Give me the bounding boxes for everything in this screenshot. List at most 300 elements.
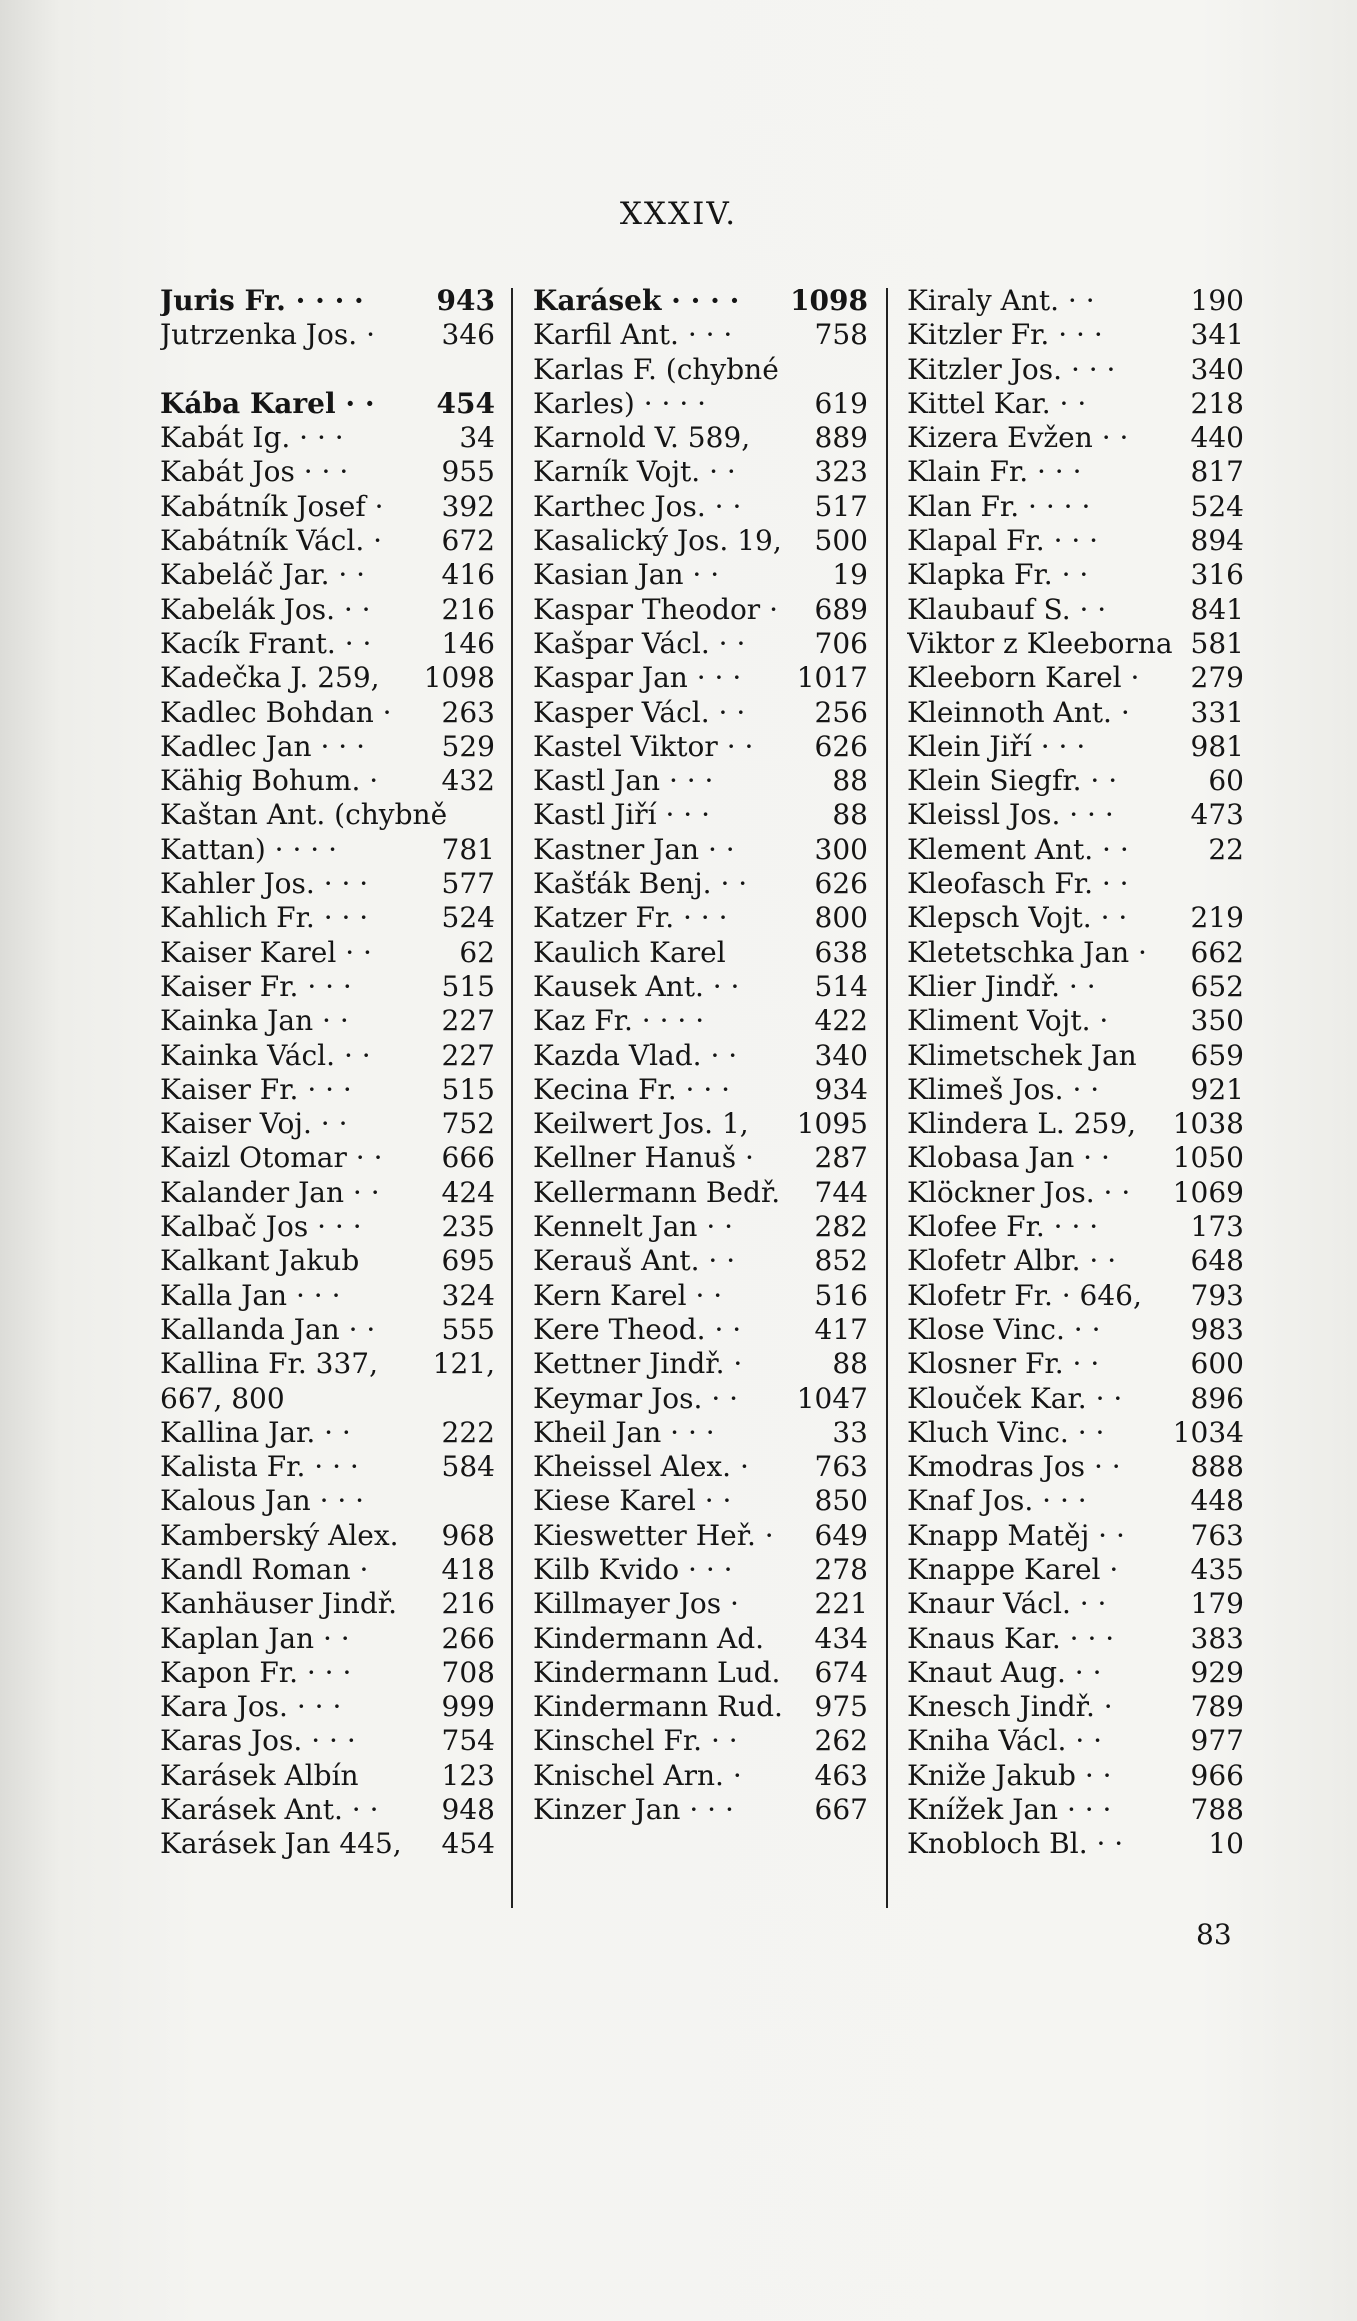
entry-name: Klobasa Jan · · [907, 1141, 1110, 1175]
entry-name: Kletetschka Jan · [907, 935, 1147, 969]
entry-name: Klapka Fr. · · [907, 558, 1089, 592]
entry-name: Kaplan Jan · · [160, 1621, 350, 1655]
index-entry [533, 1587, 868, 1621]
page-header: XXXIV. [619, 196, 738, 232]
entry-name: Karásek · · · · [533, 284, 740, 317]
entry-page-number: 754 [441, 1724, 495, 1758]
index-column-2 [533, 284, 868, 1827]
index-entry [533, 1553, 868, 1587]
entry-name: Kaz Fr. · · · · [533, 1004, 705, 1038]
index-entry [907, 1210, 1244, 1244]
index-entry [160, 1450, 495, 1484]
entry-page-number: 219 [1190, 901, 1244, 935]
entry-page-number: 524 [441, 901, 495, 935]
entry-name: Kindermann Ad. [533, 1621, 765, 1655]
index-entry [533, 1279, 868, 1313]
entry-page-number: 674 [814, 1655, 868, 1689]
entry-page-number: 500 [814, 524, 868, 558]
entry-name: Knesch Jindř. · [907, 1690, 1113, 1724]
entry-name: Kindermann Lud. [533, 1655, 781, 1689]
entry-page-number: 793 [1190, 1278, 1244, 1312]
entry-name: Knaur Václ. · · [907, 1587, 1107, 1621]
index-entry [907, 1450, 1244, 1484]
entry-page-number: 323 [814, 455, 868, 489]
entry-page-number: 33 [832, 1415, 868, 1449]
column-divider [511, 288, 513, 1908]
index-entry [533, 353, 868, 387]
entry-name: Kabeláč Jar. · · [160, 558, 366, 592]
entry-page-number: 146 [441, 626, 495, 660]
entry-page-number: 216 [441, 1587, 495, 1621]
entry-page-number: 781 [441, 832, 495, 866]
entry-name: Kiese Karel · · [533, 1484, 732, 1518]
entry-name: Juris Fr. · · · · [160, 284, 364, 317]
entry-page-number: 626 [814, 867, 868, 901]
entry-name: Kaštan Ant. (chybně [160, 798, 448, 832]
entry-name: Klein Jiří · · · [907, 729, 1086, 763]
index-entry [907, 661, 1244, 695]
index-entry [533, 558, 868, 592]
entry-page-number: 221 [814, 1587, 868, 1621]
entry-name: Kastner Jan · · [533, 832, 735, 866]
entry-name: Klan Fr. · · · · [907, 489, 1091, 523]
entry-page-number: 1038 [1172, 1107, 1244, 1141]
index-entry [533, 1176, 868, 1210]
index-entry [533, 1210, 868, 1244]
entry-name: Kere Theod. · · [533, 1312, 742, 1346]
entry-page-number: 417 [814, 1312, 868, 1346]
index-entry [160, 730, 495, 764]
index-entry [160, 1690, 495, 1724]
entry-page-number: 555 [441, 1312, 495, 1346]
entry-name: Kara Jos. · · · [160, 1690, 342, 1724]
entry-page-number: 659 [1190, 1038, 1244, 1072]
entry-name: Killmayer Jos · [533, 1587, 739, 1621]
index-entry [160, 1519, 495, 1553]
entry-page-number: 1069 [1172, 1175, 1244, 1209]
index-entry [160, 558, 495, 592]
entry-page-number: 383 [1190, 1621, 1244, 1655]
entry-page-number: 896 [1190, 1381, 1244, 1415]
entry-name: Kieswetter Heř. · [533, 1518, 774, 1552]
entry-page-number: 626 [814, 729, 868, 763]
entry-page-number: 1095 [796, 1107, 868, 1141]
entry-page-number: 10 [1208, 1827, 1244, 1861]
entry-page-number: 652 [1190, 969, 1244, 1003]
index-entry [533, 696, 868, 730]
entry-page-number: 282 [814, 1210, 868, 1244]
index-entry [533, 1759, 868, 1793]
index-entry [160, 764, 495, 798]
index-entry [160, 833, 495, 867]
entry-page-number: 695 [441, 1244, 495, 1278]
index-entry [160, 970, 495, 1004]
entry-page-number: 649 [814, 1518, 868, 1552]
index-entry [533, 318, 868, 352]
entry-name: Klepsch Vojt. · · [907, 901, 1128, 935]
entry-name: Kalander Jan · · [160, 1175, 380, 1209]
index-entry [160, 1484, 495, 1518]
entry-name: 667, 800 [160, 1381, 285, 1415]
column-divider [886, 288, 888, 1908]
index-entry [907, 1553, 1244, 1587]
index-entry [907, 936, 1244, 970]
entry-name: Klaubauf S. · · [907, 592, 1107, 626]
entry-name: Kalista Fr. · · · [160, 1450, 359, 1484]
entry-name: Klindera L. 259, [907, 1107, 1137, 1141]
entry-page-number: 422 [814, 1004, 868, 1038]
entry-name: Kabát Ig. · · · [160, 421, 344, 455]
index-entry [160, 1210, 495, 1244]
index-entry [907, 490, 1244, 524]
entry-name: Kainka Václ. · · [160, 1038, 371, 1072]
entry-name: Kilb Kvido · · · [533, 1552, 733, 1586]
index-entry [160, 1039, 495, 1073]
entry-name: Kheissel Alex. · [533, 1450, 749, 1484]
index-entry [533, 284, 868, 318]
entry-name: Kmodras Jos · · [907, 1450, 1121, 1484]
index-entry [907, 627, 1244, 661]
entry-page-number: 758 [814, 318, 868, 352]
index-entry [907, 1690, 1244, 1724]
entry-name: Kabát Jos · · · [160, 455, 349, 489]
entry-page-number: 435 [1190, 1552, 1244, 1586]
entry-page-number: 266 [441, 1621, 495, 1655]
index-entry [907, 558, 1244, 592]
entry-page-number: 975 [814, 1690, 868, 1724]
entry-page-number: 60 [1208, 764, 1244, 798]
entry-name: Kizera Evžen · · [907, 421, 1129, 455]
entry-name: Keymar Jos. · · [533, 1381, 739, 1415]
index-entry [160, 1416, 495, 1450]
index-entry [907, 318, 1244, 352]
index-entry [160, 1656, 495, 1690]
index-entry [160, 1553, 495, 1587]
index-entry [907, 696, 1244, 730]
index-entry [533, 1484, 868, 1518]
entry-name: Kalous Jan · · · [160, 1484, 365, 1518]
entry-name: Knížek Jan · · · [907, 1793, 1112, 1827]
entry-page-number: 227 [441, 1038, 495, 1072]
entry-name: Kandl Roman · [160, 1552, 369, 1586]
index-entry [160, 696, 495, 730]
entry-name: Karfil Ant. · · · [533, 318, 733, 352]
entry-page-number: 62 [459, 935, 495, 969]
entry-name: Kleinnoth Ant. · [907, 695, 1130, 729]
entry-page-number: 1050 [1172, 1141, 1244, 1175]
entry-name: Kitzler Jos. · · · [907, 352, 1116, 386]
entry-page-number: 22 [1208, 832, 1244, 866]
entry-name: Klose Vinc. · · [907, 1312, 1101, 1346]
entry-page-number: 894 [1190, 524, 1244, 558]
entry-page-number: 983 [1190, 1312, 1244, 1346]
entry-page-number: 763 [814, 1450, 868, 1484]
entry-page-number: 88 [832, 1347, 868, 1381]
entry-name: Kindermann Rud. [533, 1690, 783, 1724]
index-entry [907, 1313, 1244, 1347]
entry-name: Kaiser Karel · · [160, 935, 372, 969]
entry-page-number: 968 [441, 1518, 495, 1552]
entry-name: Kellner Hanuš · [533, 1141, 754, 1175]
entry-page-number: 190 [1190, 284, 1244, 317]
entry-name: Kastl Jan · · · [533, 764, 714, 798]
index-entry [533, 970, 868, 1004]
entry-name: Kleeborn Karel · [907, 661, 1140, 695]
entry-name: Jutrzenka Jos. · [160, 318, 375, 352]
index-entry [907, 1141, 1244, 1175]
index-entry [160, 798, 495, 832]
entry-page-number: 789 [1190, 1690, 1244, 1724]
entry-page-number: 316 [1190, 558, 1244, 592]
index-column-3 [907, 284, 1244, 1862]
index-entry [533, 1107, 868, 1141]
index-entry [533, 627, 868, 661]
index-entry [907, 764, 1244, 798]
entry-name: Kadlec Jan · · · [160, 729, 365, 763]
entry-name: Klimeš Jos. · · [907, 1072, 1100, 1106]
index-entry [533, 798, 868, 832]
entry-page-number: 667 [814, 1793, 868, 1827]
index-entry [160, 524, 495, 558]
entry-page-number: 841 [1190, 592, 1244, 626]
entry-name: Kanhäuser Jindř. [160, 1587, 397, 1621]
entry-name: Kallanda Jan · · [160, 1312, 376, 1346]
entry-name: Kliment Vojt. · [907, 1004, 1109, 1038]
entry-page-number: 173 [1190, 1210, 1244, 1244]
entry-name: Kniha Václ. · · [907, 1724, 1103, 1758]
entry-name: Karásek Albín [160, 1758, 359, 1792]
entry-page-number: 666 [441, 1141, 495, 1175]
entry-name: Kennelt Jan · · [533, 1210, 734, 1244]
entry-page-number: 981 [1190, 729, 1244, 763]
index-entry [160, 1759, 495, 1793]
entry-name: Kerauš Ant. · · [533, 1244, 736, 1278]
entry-name: Knaf Jos. · · · [907, 1484, 1087, 1518]
index-entry [907, 524, 1244, 558]
entry-name: Kausek Ant. · · [533, 969, 740, 1003]
entry-name: Kabelák Jos. · · [160, 592, 371, 626]
entry-name: Kleissl Jos. · · · [907, 798, 1114, 832]
index-entry [533, 1382, 868, 1416]
entry-name: Kašťák Benj. · · [533, 867, 748, 901]
entry-name: Karles) · · · · [533, 386, 707, 420]
entry-page-number: 706 [814, 626, 868, 660]
entry-page-number: 287 [814, 1141, 868, 1175]
index-entry [160, 936, 495, 970]
index-entry [907, 1279, 1244, 1313]
entry-page-number: 222 [441, 1415, 495, 1449]
index-entry [533, 1244, 868, 1278]
entry-name: Klofee Fr. · · · [907, 1210, 1099, 1244]
index-entry [160, 1279, 495, 1313]
entry-page-number: 346 [441, 318, 495, 352]
entry-name: Kába Karel · · [160, 386, 375, 420]
index-entry [907, 901, 1244, 935]
entry-page-number: 279 [1190, 661, 1244, 695]
entry-name: Kabátník Josef · [160, 489, 384, 523]
entry-page-number: 454 [436, 386, 495, 420]
entry-name: Kattan) · · · · [160, 832, 337, 866]
index-entry [533, 901, 868, 935]
index-entry [907, 798, 1244, 832]
entry-page-number: 263 [441, 695, 495, 729]
entry-name: Kittel Kar. · · [907, 386, 1087, 420]
index-entry [533, 1313, 868, 1347]
entry-name: Kastl Jiří · · · [533, 798, 711, 832]
entry-name: Kaspar Jan · · · [533, 661, 742, 695]
entry-name: Karlas F. (chybné [533, 352, 779, 386]
index-entry [160, 867, 495, 901]
entry-page-number: 581 [1190, 626, 1244, 660]
entry-page-number: 638 [814, 935, 868, 969]
entry-name: Kellermann Bedř. [533, 1175, 781, 1209]
index-entry [907, 1176, 1244, 1210]
index-column-1 [160, 284, 495, 1862]
index-entry [907, 1347, 1244, 1381]
entry-page-number: 577 [441, 867, 495, 901]
entry-name: Katzer Fr. · · · [533, 901, 728, 935]
entry-page-number: 1098 [423, 661, 495, 695]
entry-name: Knappe Karel · [907, 1552, 1119, 1586]
entry-page-number: 416 [441, 558, 495, 592]
entry-page-number: 1017 [796, 661, 868, 695]
entry-name: Kadlec Bohdan · [160, 695, 392, 729]
index-entry [907, 1107, 1244, 1141]
index-entry [160, 353, 495, 387]
index-entry [907, 593, 1244, 627]
index-entry [533, 936, 868, 970]
entry-page-number: 88 [832, 798, 868, 832]
entry-name: Kabátník Václ. · [160, 524, 383, 558]
index-entry [160, 1827, 495, 1861]
index-entry [533, 730, 868, 764]
entry-page-number: 121, [432, 1347, 495, 1381]
page-footer-number: 83 [1196, 1918, 1232, 1951]
entry-page-number: 929 [1190, 1655, 1244, 1689]
entry-page-number: 672 [441, 524, 495, 558]
entry-name: Kahler Jos. · · · [160, 867, 369, 901]
entry-page-number: 463 [814, 1758, 868, 1792]
index-entry [907, 353, 1244, 387]
index-entry [160, 421, 495, 455]
entry-page-number: 800 [814, 901, 868, 935]
entry-name: Kallina Jar. · · [160, 1415, 351, 1449]
entry-name: Viktor z Kleeborna [907, 626, 1173, 660]
entry-page-number: 1034 [1172, 1415, 1244, 1449]
entry-page-number: 440 [1190, 421, 1244, 455]
index-entry [533, 1793, 868, 1827]
entry-name: Klement Ant. · · [907, 832, 1129, 866]
index-entry [533, 524, 868, 558]
entry-page-number: 218 [1190, 386, 1244, 420]
entry-name: Kahlich Fr. · · · [160, 901, 369, 935]
entry-page-number: 584 [441, 1450, 495, 1484]
entry-name: Kniže Jakub · · [907, 1758, 1112, 1792]
entry-name: Klier Jindř. · · [907, 969, 1096, 1003]
entry-name: Kastel Viktor · · [533, 729, 754, 763]
index-entry [533, 421, 868, 455]
index-entry [160, 1724, 495, 1758]
entry-page-number: 689 [814, 592, 868, 626]
index-entry [907, 1724, 1244, 1758]
entry-page-number: 662 [1190, 935, 1244, 969]
index-entry [160, 1141, 495, 1175]
entry-page-number: 434 [814, 1621, 868, 1655]
entry-name: Klöckner Jos. · · [907, 1175, 1131, 1209]
entry-name: Kecina Fr. · · · [533, 1072, 731, 1106]
entry-name: Kinzer Jan · · · [533, 1793, 734, 1827]
entry-name: Karník Vojt. · · [533, 455, 736, 489]
entry-page-number: 473 [1190, 798, 1244, 832]
index-entry [533, 1519, 868, 1553]
entry-name: Knaus Kar. · · · [907, 1621, 1115, 1655]
entry-name: Kasian Jan · · [533, 558, 720, 592]
index-entry [160, 1587, 495, 1621]
index-entry [907, 1073, 1244, 1107]
entry-page-number: 744 [814, 1175, 868, 1209]
entry-page-number: 619 [814, 386, 868, 420]
entry-name: Kapon Fr. · · · [160, 1655, 352, 1689]
entry-name: Kaspar Theodor · [533, 592, 778, 626]
entry-page-number: 515 [441, 1072, 495, 1106]
index-entry [160, 387, 495, 421]
index-entry [533, 1073, 868, 1107]
index-entry [533, 1656, 868, 1690]
entry-name: Karas Jos. · · · [160, 1724, 356, 1758]
entry-name: Kašpar Václ. · · [533, 626, 746, 660]
entry-page-number: 19 [832, 558, 868, 592]
entry-page-number: 889 [814, 421, 868, 455]
index-entry [907, 1587, 1244, 1621]
index-entry [533, 764, 868, 798]
entry-name: Kluch Vinc. · · [907, 1415, 1105, 1449]
index-entry [907, 1039, 1244, 1073]
entry-name: Kasper Václ. · · [533, 695, 746, 729]
entry-name: Klofetr Fr. · 646, [907, 1278, 1142, 1312]
index-entry [533, 661, 868, 695]
entry-name: Klein Siegfr. · · [907, 764, 1118, 798]
entry-page-number: 648 [1190, 1244, 1244, 1278]
entry-page-number: 852 [814, 1244, 868, 1278]
entry-name: Kalkant Jakub [160, 1244, 360, 1278]
entry-name: Kadečka J. 259, [160, 661, 380, 695]
entry-page-number: 517 [814, 489, 868, 523]
index-entry [533, 867, 868, 901]
index-entry [533, 1622, 868, 1656]
index-entry [160, 627, 495, 661]
index-entry [160, 1107, 495, 1141]
entry-name: Knaut Aug. · · [907, 1655, 1102, 1689]
entry-page-number: 943 [436, 284, 495, 317]
entry-page-number: 424 [441, 1175, 495, 1209]
index-entry [907, 1519, 1244, 1553]
index-entry [160, 661, 495, 695]
entry-page-number: 708 [441, 1655, 495, 1689]
index-entry [533, 1004, 868, 1038]
index-entry [907, 1827, 1244, 1861]
entry-page-number: 999 [441, 1690, 495, 1724]
index-entry [160, 1382, 495, 1416]
entry-name: Kasalický Jos. 19, [533, 524, 782, 558]
entry-name: Kiraly Ant. · · [907, 284, 1095, 317]
entry-name: Knobloch Bl. · · [907, 1827, 1124, 1861]
index-entry [160, 593, 495, 627]
entry-name: Kaiser Fr. · · · [160, 969, 352, 1003]
entry-name: Kacík Frant. · · [160, 626, 372, 660]
entry-page-number: 179 [1190, 1587, 1244, 1621]
index-entry [160, 1622, 495, 1656]
entry-page-number: 123 [441, 1758, 495, 1792]
